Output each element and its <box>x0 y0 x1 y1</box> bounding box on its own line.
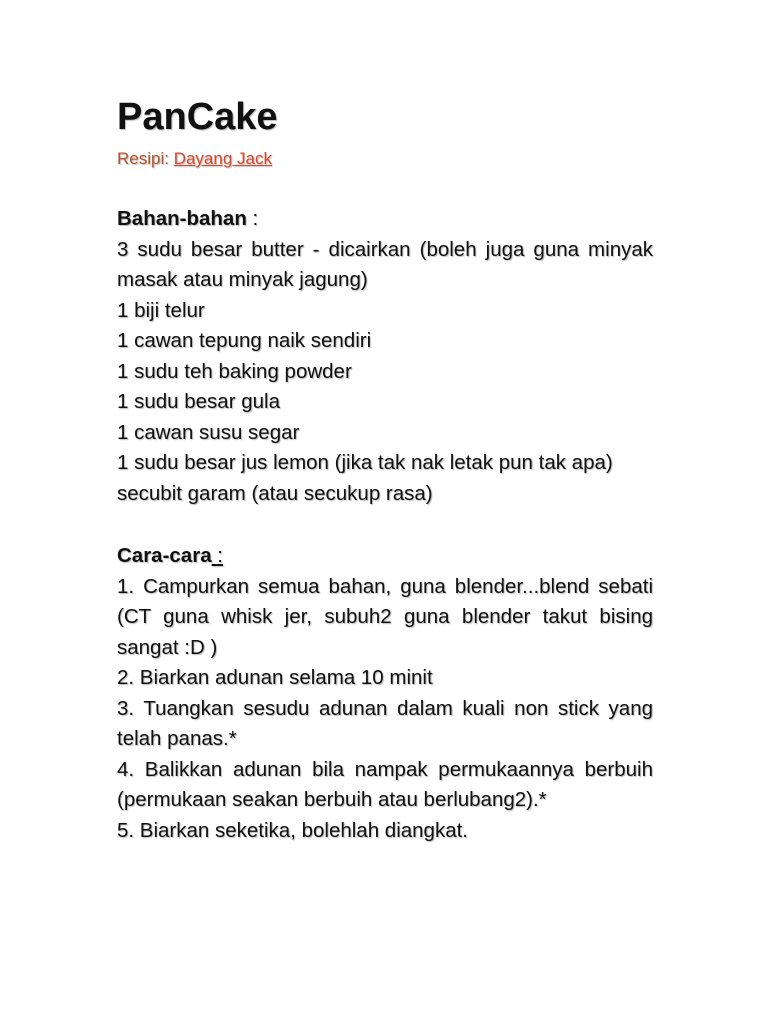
ingredient-item: 1 sudu besar gula <box>117 390 280 413</box>
credit-prefix: Resipi: <box>117 149 169 168</box>
recipe-credit <box>117 148 653 170</box>
recipe-document <box>117 94 653 846</box>
ingredient-item: 3 sudu besar butter - dicairkan (boleh juga guna minyak masak atau minyak jagung) <box>117 237 653 291</box>
ingredient-item: 1 sudu besar jus lemon (jika tak nak letak pun tak apa) <box>117 451 613 474</box>
method-step: 5. Biarkan seketika, bolehlah diangkat. <box>117 818 469 842</box>
ingredients-heading-colon: : <box>246 207 259 230</box>
ingredient-item: 1 sudu teh baking powder <box>117 359 352 383</box>
method-section <box>117 541 653 846</box>
ingredients-section <box>117 204 653 509</box>
method-step: 4. Balikkan adunan bila nampak permukaannya berbuih (permukaan seakan berbuih atau berlubang2).* <box>117 757 653 811</box>
ingredient-item: 1 biji telur <box>117 298 205 322</box>
method-heading <box>117 541 653 572</box>
ingredient-item: secubit garam (atau secukup rasa) <box>117 481 433 505</box>
ingredients-heading <box>117 204 653 235</box>
ingredients-heading-text: Bahan-bahan <box>117 207 247 230</box>
method-step: 3. Tuangkan sesudu adunan dalam kuali non stick yang telah panas.* <box>117 696 653 750</box>
method-heading-text: Cara-cara <box>117 544 212 567</box>
recipe-title: PanCake <box>117 96 278 138</box>
ingredient-item: 1 cawan tepung naik sendiri <box>117 329 372 352</box>
method-heading-colon: : <box>211 544 223 567</box>
method-step: 1. Campurkan semua bahan, guna blender...blend sebati (CT guna whisk jer, subuh2 guna blender takut bising sangat :D ) <box>117 574 653 659</box>
ingredient-item: 1 cawan susu segar <box>117 420 300 444</box>
method-step: 2. Biarkan adunan selama 10 minit <box>117 666 433 689</box>
author-link[interactable]: Dayang Jack <box>173 149 272 168</box>
